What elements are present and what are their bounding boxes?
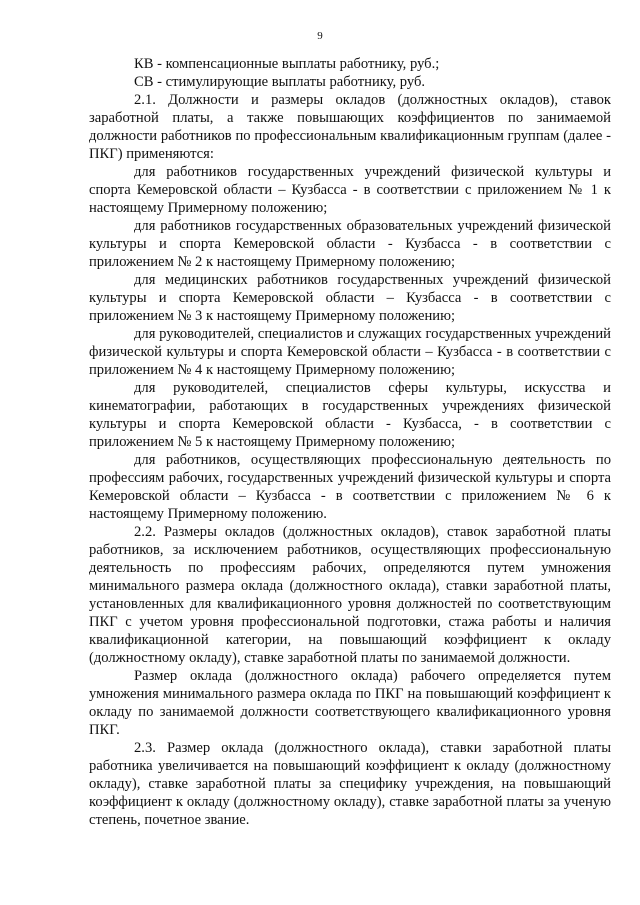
paragraph-sv: СВ - стимулирующие выплаты работнику, руб. xyxy=(134,74,426,90)
paragraph-appendix-2: для работников государственных образовательных учреждений физической культуры и спорта Кемеровской области - Кузбасса - в соответствии с приложением № 2 к настоящему Примерному положению; xyxy=(89,218,611,270)
paragraph-appendix-5: для руководителей, специалистов сферы культуры, искусства и кинематографии, работающих в государственных учреждениях физической культуры и спорта Кемеровской области - Кузбасса, - в соответствии с приложением № 5 к настоящему Примерному положению; xyxy=(89,380,611,450)
paragraph-appendix-1: для работников государственных учреждений физической культуры и спорта Кемеровской области – Кузбасса - в соответствии с приложением № 1 к настоящему Примерному положению; xyxy=(89,164,611,216)
paragraph-2-2: 2.2. Размеры окладов (должностных окладов), ставок заработной платы работников, за исключением работников, осуществляющих профессиональную деятельность по профессиям рабочих, определяются путем умножения минимального размера оклада (должностного оклада), ставки заработной платы, установленных для квалификационного уровня должностей по соответствующим ПКГ с учетом уровня профессиональной подготовки, стажа работы и наличия квалификационной категории, на повышающий коэффициент к окладу (должностному окладу), ставке заработной платы по занимаемой должности. xyxy=(89,524,611,666)
paragraph-appendix-3: для медицинских работников государственных учреждений физической культуры и спорта Кемеровской области – Кузбасса - в соответствии с приложением № 3 к настоящему Примерному положению; xyxy=(89,272,611,324)
paragraph-2-1: 2.1. Должности и размеры окладов (должностных окладов), ставок заработной платы, а также повышающих коэффициентов по занимаемой должности работников по профессиональным квалификационным группам (далее - ПКГ) применяются: xyxy=(89,92,611,162)
document-body xyxy=(89,55,611,829)
paragraph-worker-salary: Размер оклада (должностного оклада) рабочего определяется путем умножения минимального размера оклада по ПКГ на повышающий коэффициент к окладу по занимаемой должности соответствующего квалификационного уровня ПКГ. xyxy=(89,668,611,738)
paragraph-2-3: 2.3. Размер оклада (должностного оклада), ставки заработной платы работника увеличивается на повышающий коэффициент к окладу (должностному окладу), ставке заработной платы за специфику учреждения, на повышающий коэффициент к окладу (должностному окладу), ставке заработной платы за ученую степень, почетное звание. xyxy=(89,740,611,828)
paragraph-kv: КВ - компенсационные выплаты работнику, руб.; xyxy=(134,56,440,72)
paragraph-appendix-4: для руководителей, специалистов и служащих государственных учреждений физической культуры и спорта Кемеровской области – Кузбасса - в соответствии с приложением № 4 к настоящему Примерному положению; xyxy=(89,326,611,378)
page-number: 9 xyxy=(317,30,323,42)
paragraph-appendix-6: для работников, осуществляющих профессиональную деятельность по профессиям рабочих, государственных учреждений физической культуры и спорта Кемеровской области – Кузбасса - в соответствии с приложением № 6 к настоящему Примерному положению. xyxy=(89,452,611,522)
